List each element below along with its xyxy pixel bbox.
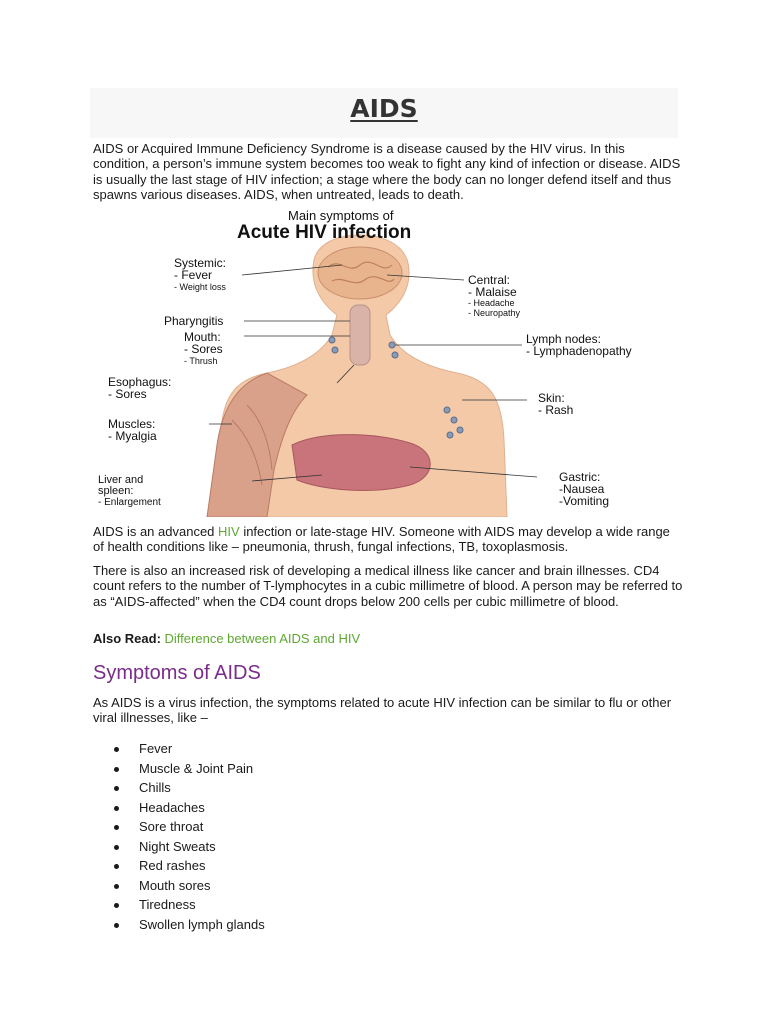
symptom-item	[93, 897, 493, 917]
label-vomiting: -Vomiting	[559, 494, 610, 508]
symptom-list	[93, 741, 493, 936]
label-rash: - Rash	[538, 403, 574, 417]
symptom-label: Red rashes	[139, 858, 206, 873]
label-liver-2: spleen:	[98, 485, 134, 497]
intro-paragraph: AIDS or Acquired Immune Deficiency Syndrome is a disease caused by the HIV virus. In this condition, a person’s immune system becomes too weak to fight any kind of infection or disease. AIDS is usually the last stage of HIV infection; a stage where the body can no longer defend itself and thus spawns various diseases. AIDS, when untreated, leads to death.	[93, 141, 681, 203]
symptom-item	[93, 800, 493, 820]
label-myalgia: - Myalgia	[108, 429, 157, 443]
liver-spleen-shape	[292, 435, 430, 491]
symptom-item	[93, 858, 493, 878]
throat-shape	[350, 305, 370, 365]
bullet-icon	[114, 864, 119, 869]
hiv-link[interactable]: HIV	[218, 524, 240, 539]
bullet-icon	[114, 767, 119, 772]
symptom-item	[93, 819, 493, 839]
symptoms-intro: As AIDS is a virus infection, the symptoms related to acute HIV infection can be similar to flu or other viral illnesses, like –	[93, 695, 672, 726]
symptoms-heading: Symptoms of AIDS	[93, 662, 261, 684]
symptom-label: Sore throat	[139, 819, 204, 834]
advanced-text-after: infection or late-stage HIV. Someone with AIDS may develop a wide range of health conditions like – pneumonia, thrush, fungal infections, TB, toxoplasmosis.	[93, 524, 670, 555]
brain-shape	[318, 247, 402, 299]
symptom-label: Swollen lymph glands	[139, 916, 265, 932]
label-mouth: Mouth:	[184, 330, 221, 344]
label-sores: - Sores	[184, 342, 223, 356]
bullet-icon	[114, 884, 119, 889]
symptom-item	[93, 878, 493, 898]
also-read	[93, 631, 683, 646]
label-pharyngitis: Pharyngitis	[164, 314, 224, 328]
title-band	[90, 88, 678, 138]
symptom-item	[93, 761, 493, 781]
body-diagram	[92, 205, 682, 517]
bullet-icon	[114, 845, 119, 850]
figure-title-small: Main symptoms of	[288, 208, 394, 223]
symptom-label: Muscle & Joint Pain	[139, 760, 254, 776]
also-read-link[interactable]: Difference between AIDS and HIV	[164, 631, 361, 646]
advanced-text-before: AIDS is an advanced	[93, 524, 219, 539]
also-read-label: Also Read:	[93, 631, 161, 646]
label-esophagus: Esophagus:	[108, 375, 172, 389]
label-neuropathy: - Neuropathy	[468, 308, 521, 318]
label-lymph-nodes: Lymph nodes:	[526, 332, 601, 346]
symptom-item	[93, 917, 493, 937]
symptom-label: Mouth sores	[139, 877, 211, 893]
label-enlargement: - Enlargement	[98, 497, 161, 508]
bullet-icon	[114, 747, 119, 752]
label-muscles: Muscles:	[108, 417, 156, 431]
symptom-label: Night Sweats	[139, 838, 216, 854]
bullet-icon	[114, 806, 119, 811]
symptom-item	[93, 780, 493, 800]
label-fever: - Fever	[174, 268, 213, 282]
bullet-icon	[114, 903, 119, 908]
label-liver-1: Liver and	[98, 474, 144, 486]
symptom-label: Fever	[139, 741, 173, 756]
label-lymphadenopathy: - Lymphadenopathy	[526, 344, 632, 358]
label-nausea: -Nausea	[559, 482, 605, 496]
label-gastric: Gastric:	[559, 470, 601, 484]
label-skin: Skin:	[538, 391, 565, 405]
label-esophagus-sores: - Sores	[108, 387, 147, 401]
figure-title-big: Acute HIV infection	[237, 222, 412, 243]
symptom-item	[93, 741, 493, 761]
label-systemic: Systemic:	[174, 256, 227, 270]
symptom-label: Chills	[139, 780, 171, 795]
label-weight-loss: - Weight loss	[174, 282, 226, 292]
label-central: Central:	[468, 273, 511, 287]
bullet-icon	[114, 786, 119, 791]
hiv-symptoms-illustration	[92, 205, 682, 517]
label-malaise: - Malaise	[468, 285, 517, 299]
symptom-label: Headaches	[139, 799, 205, 815]
advanced-paragraph	[93, 524, 683, 555]
bullet-icon	[114, 923, 119, 928]
symptom-label: Tiredness	[139, 897, 196, 912]
bullet-icon	[114, 825, 119, 830]
risk-paragraph: There is also an increased risk of developing a medical illness like cancer and brain illnesses. CD4 count refers to the number of T-lymphocytes in a cubic millimetre of blood. A person may be referred to as “AIDS-affected” when the CD4 count drops below 200 cells per cubic millimetre of blood.	[93, 563, 683, 609]
page-title: AIDS	[350, 94, 418, 123]
label-headache: - Headache	[468, 298, 515, 308]
label-thrush: - Thrush	[184, 356, 218, 366]
symptom-item	[93, 839, 493, 859]
